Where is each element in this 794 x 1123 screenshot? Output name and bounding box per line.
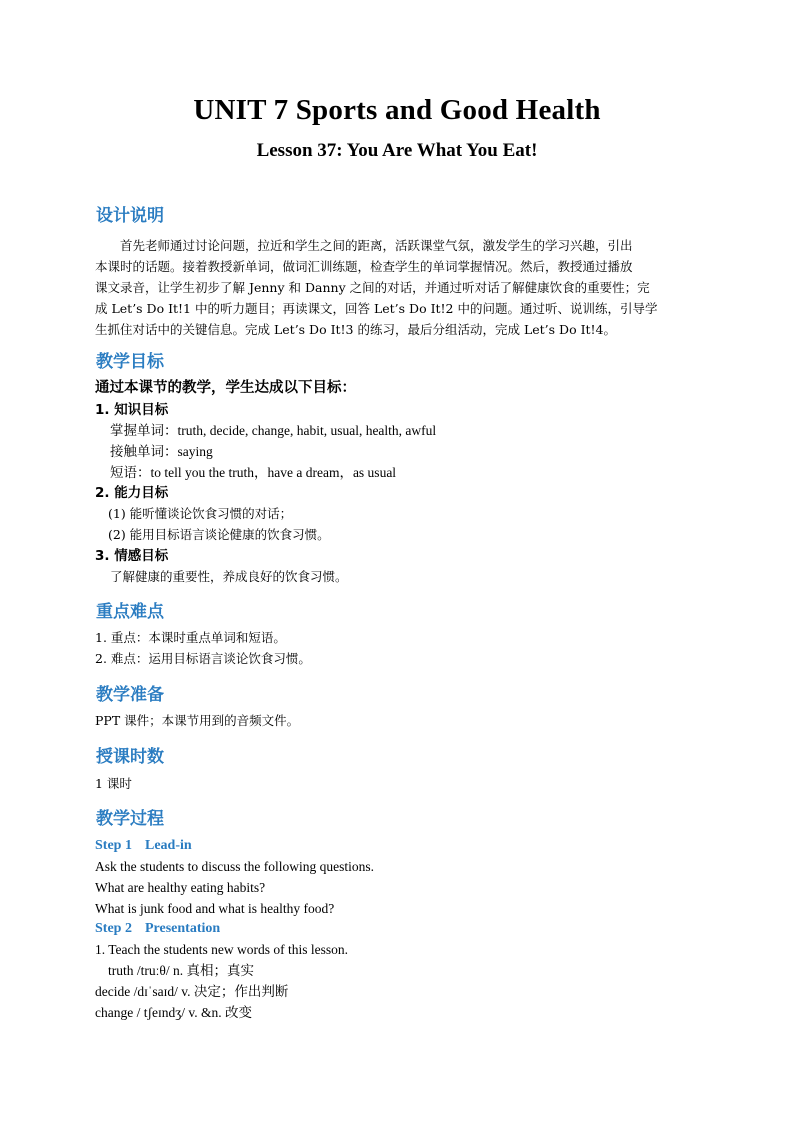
knowledge-title: 1. 知识目标 <box>95 402 169 418</box>
design-line: 成 Let’s Do It!1 中的听力题目；再读课文，回答 Let’s Do It!2 中的问题。通过听、说训练，引导学 <box>95 301 658 316</box>
step1-line: Ask the students to discuss the following questions. <box>95 859 374 874</box>
step1-title: Lead-in <box>145 838 192 853</box>
vocab-item: truth /truːθ/ n. 真相；真实 <box>108 963 254 978</box>
design-line: 本课时的话题。接着教授新单词，做词汇训练题，检查学生的单词掌握情况。然后，教授通过播放 <box>95 259 633 274</box>
duration-heading: 授课时数 <box>96 747 164 767</box>
step1-line: What are healthy eating habits? <box>95 880 266 895</box>
emotion-title: 3. 情感目标 <box>95 548 169 564</box>
design-heading: 设计说明 <box>96 206 164 226</box>
lesson-title: Lesson 37: You Are What You Eat! <box>256 140 538 161</box>
design-line: 首先老师通过讨论问题，拉近和学生之间的距离，活跃课堂气氛，激发学生的学习兴趣，引出 <box>120 238 633 253</box>
preparation-text: PPT 课件；本课节用到的音频文件。 <box>95 713 300 728</box>
step2-label: Step 2 <box>95 921 132 936</box>
design-paragraph <box>95 235 697 340</box>
ability-item: (2) 能用目标语言谈论健康的饮食习惯。 <box>108 527 330 542</box>
keypoint-item: 2. 难点：运用目标语言谈论饮食习惯。 <box>95 651 311 666</box>
design-line: 生抓住对话中的关键信息。完成 Let’s Do It!3 的练习，最后分组活动，完成 Let’s Do It!4。 <box>95 322 617 337</box>
vocab-item: decide /dɪˈsaɪd/ v. 决定；作出判断 <box>95 984 289 999</box>
design-line: 课文录音，让学生初步了解 Jenny 和 Danny 之间的对话，并通过听对话了解健康饮食的重要性；完 <box>95 280 650 295</box>
step1-label: Step 1 <box>95 838 132 853</box>
step2-intro: 1. Teach the students new words of this lesson. <box>95 942 349 957</box>
master-words: 掌握单词：truth, decide, change, habit, usual, health, awful <box>110 423 437 438</box>
step1-line: What is junk food and what is healthy food? <box>95 901 335 916</box>
objectives-intro: 通过本课节的教学，学生达成以下目标： <box>95 380 356 396</box>
vocab-item: change / tʃeɪndʒ/ v. &n. 改变 <box>95 1005 252 1020</box>
process-heading: 教学过程 <box>96 809 164 829</box>
contact-words: 接触单词：saying <box>110 444 213 459</box>
duration-text: 1 课时 <box>95 776 132 791</box>
unit-title: UNIT 7 Sports and Good Health <box>193 94 601 126</box>
keypoints-heading: 重点难点 <box>96 602 164 622</box>
step2-title: Presentation <box>145 921 221 936</box>
emotion-item: 了解健康的重要性，养成良好的饮食习惯。 <box>110 569 348 584</box>
keypoint-item: 1. 重点：本课时重点单词和短语。 <box>95 630 286 645</box>
ability-title: 2. 能力目标 <box>95 485 169 501</box>
ability-item: (1) 能听懂谈论饮食习惯的对话； <box>108 506 293 521</box>
objectives-heading: 教学目标 <box>96 352 164 372</box>
step2-header <box>95 921 220 937</box>
step1-header <box>95 838 192 854</box>
phrases: 短语：to tell you the truth，have a dream，as usual <box>110 465 397 480</box>
preparation-heading: 教学准备 <box>96 685 164 705</box>
